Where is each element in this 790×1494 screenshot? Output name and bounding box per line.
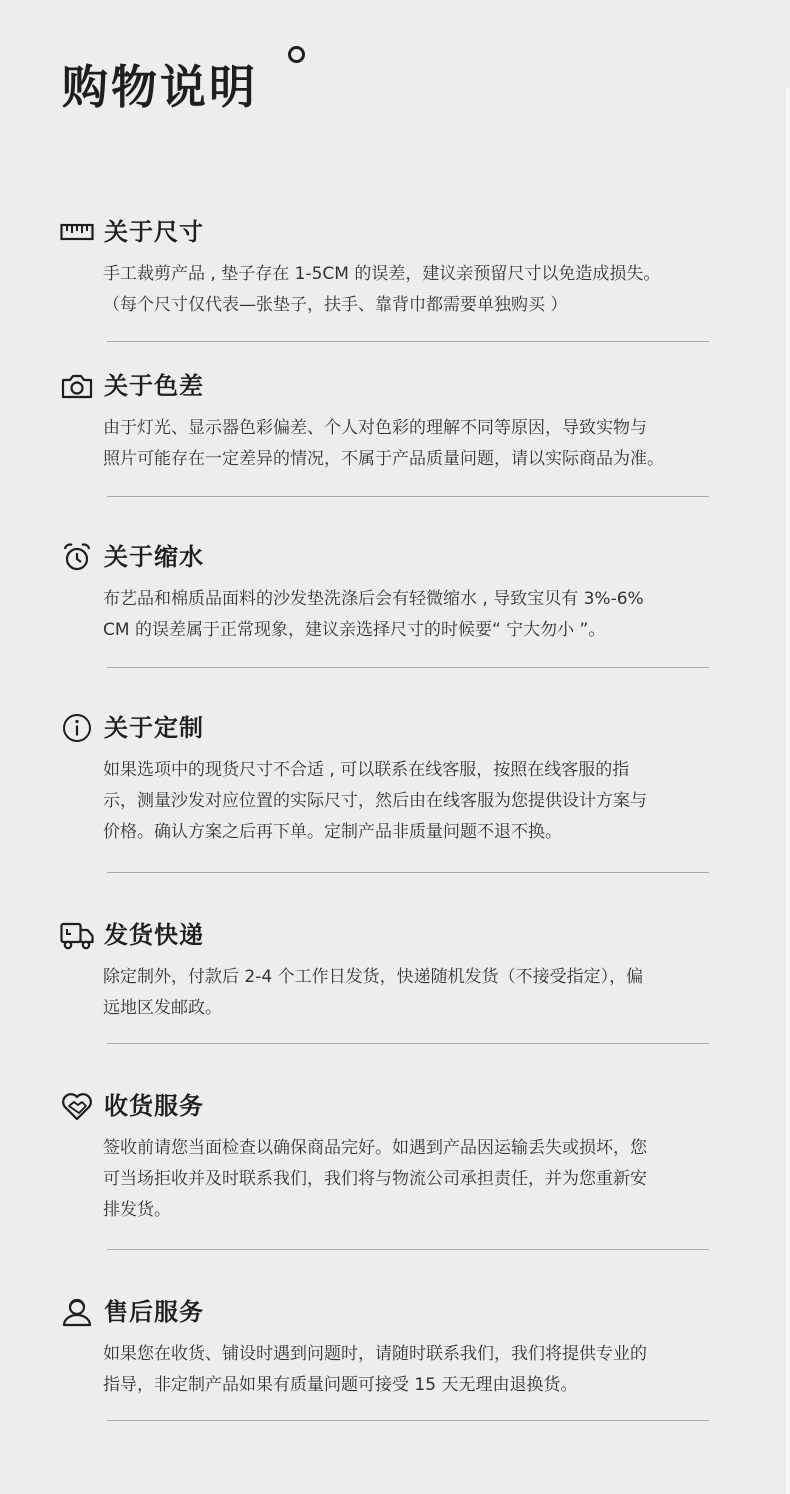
section-title: 关于定制 [104,714,204,742]
body-line: 手工裁剪产品 , 垫子存在 1-5CM 的误差，建议亲预留尺寸以免造成损失。 [103,264,661,284]
section-title: 收货服务 [104,1092,204,1120]
body-line: 除定制外，付款后 2-4 个工作日发货，快递随机发货（不接受指定），偏 [103,967,644,987]
section-header [60,918,204,952]
section-divider [107,1420,709,1421]
camera-icon [60,369,94,403]
title-circle-mark [288,46,305,63]
section-divider [107,872,709,873]
section-title: 发货快递 [104,921,204,949]
section-body [103,755,715,848]
body-line: 签收前请您当面检查以确保商品完好。如遇到产品因运输丢失或损坏，您 [103,1138,647,1158]
section-divider [107,1249,709,1250]
section-header [60,711,204,745]
body-line: 如果您在收货、铺设时遇到问题时，请随时联系我们，我们将提供专业的 [103,1344,647,1364]
section-body [103,413,715,475]
body-line: 排发货。 [103,1200,171,1220]
section-header [60,1089,204,1123]
info-icon [60,711,94,745]
section-body [103,1133,715,1226]
body-line: 由于灯光、显示器色彩偏差、个人对色彩的理解不同等原因，导致实物与 [103,418,647,438]
section-body [103,584,715,646]
section-body [103,259,715,321]
section-divider [107,496,709,497]
body-line: 远地区发邮政。 [103,998,222,1018]
section-body [103,962,715,1024]
ruler-icon [60,215,94,249]
customer-service-icon [60,1295,94,1329]
alarm-clock-icon [60,540,94,574]
body-line: （每个尺寸仅代表—张垫子，扶手、靠背巾都需要单独购买 ） [103,295,568,315]
section-header [60,369,204,403]
page-title: 购物说明 [62,60,258,114]
section-divider [107,341,709,342]
body-line: 价格。确认方案之后再下单。定制产品非质量问题不退不换。 [103,822,562,842]
section-header [60,540,204,574]
section-divider [107,667,709,668]
right-edge-strip [786,88,790,1494]
body-line: 布艺品和棉质品面料的沙发垫洗涤后会有轻微缩水 , 导致宝贝有 3%-6% [103,589,644,609]
delivery-truck-icon [60,918,94,952]
body-line: 示，测量沙发对应位置的实际尺寸，然后由在线客服为您提供设计方案与 [103,791,647,811]
body-line: 指导，非定制产品如果有质量问题可接受 15 天无理由退换货。 [103,1375,578,1395]
body-line: 如果选项中的现货尺寸不合适 , 可以联系在线客服，按照在线客服的指 [103,760,630,780]
section-title: 售后服务 [104,1298,204,1326]
heart-handshake-icon [60,1089,94,1123]
body-line: 照片可能存在一定差异的情况，不属于产品质量问题，请以实际商品为准。 [103,449,664,469]
section-header [60,215,204,249]
body-line: 可当场拒收并及时联系我们，我们将与物流公司承担责任，并为您重新安 [103,1169,647,1189]
section-divider [107,1043,709,1044]
section-title: 关于色差 [104,372,204,400]
body-line: CM 的误差属于正常现象，建议亲选择尺寸的时候要“ 宁大勿小 ”。 [103,620,606,640]
section-body [103,1339,715,1401]
section-header [60,1295,204,1329]
section-title: 关于尺寸 [104,218,204,246]
section-title: 关于缩水 [104,543,204,571]
